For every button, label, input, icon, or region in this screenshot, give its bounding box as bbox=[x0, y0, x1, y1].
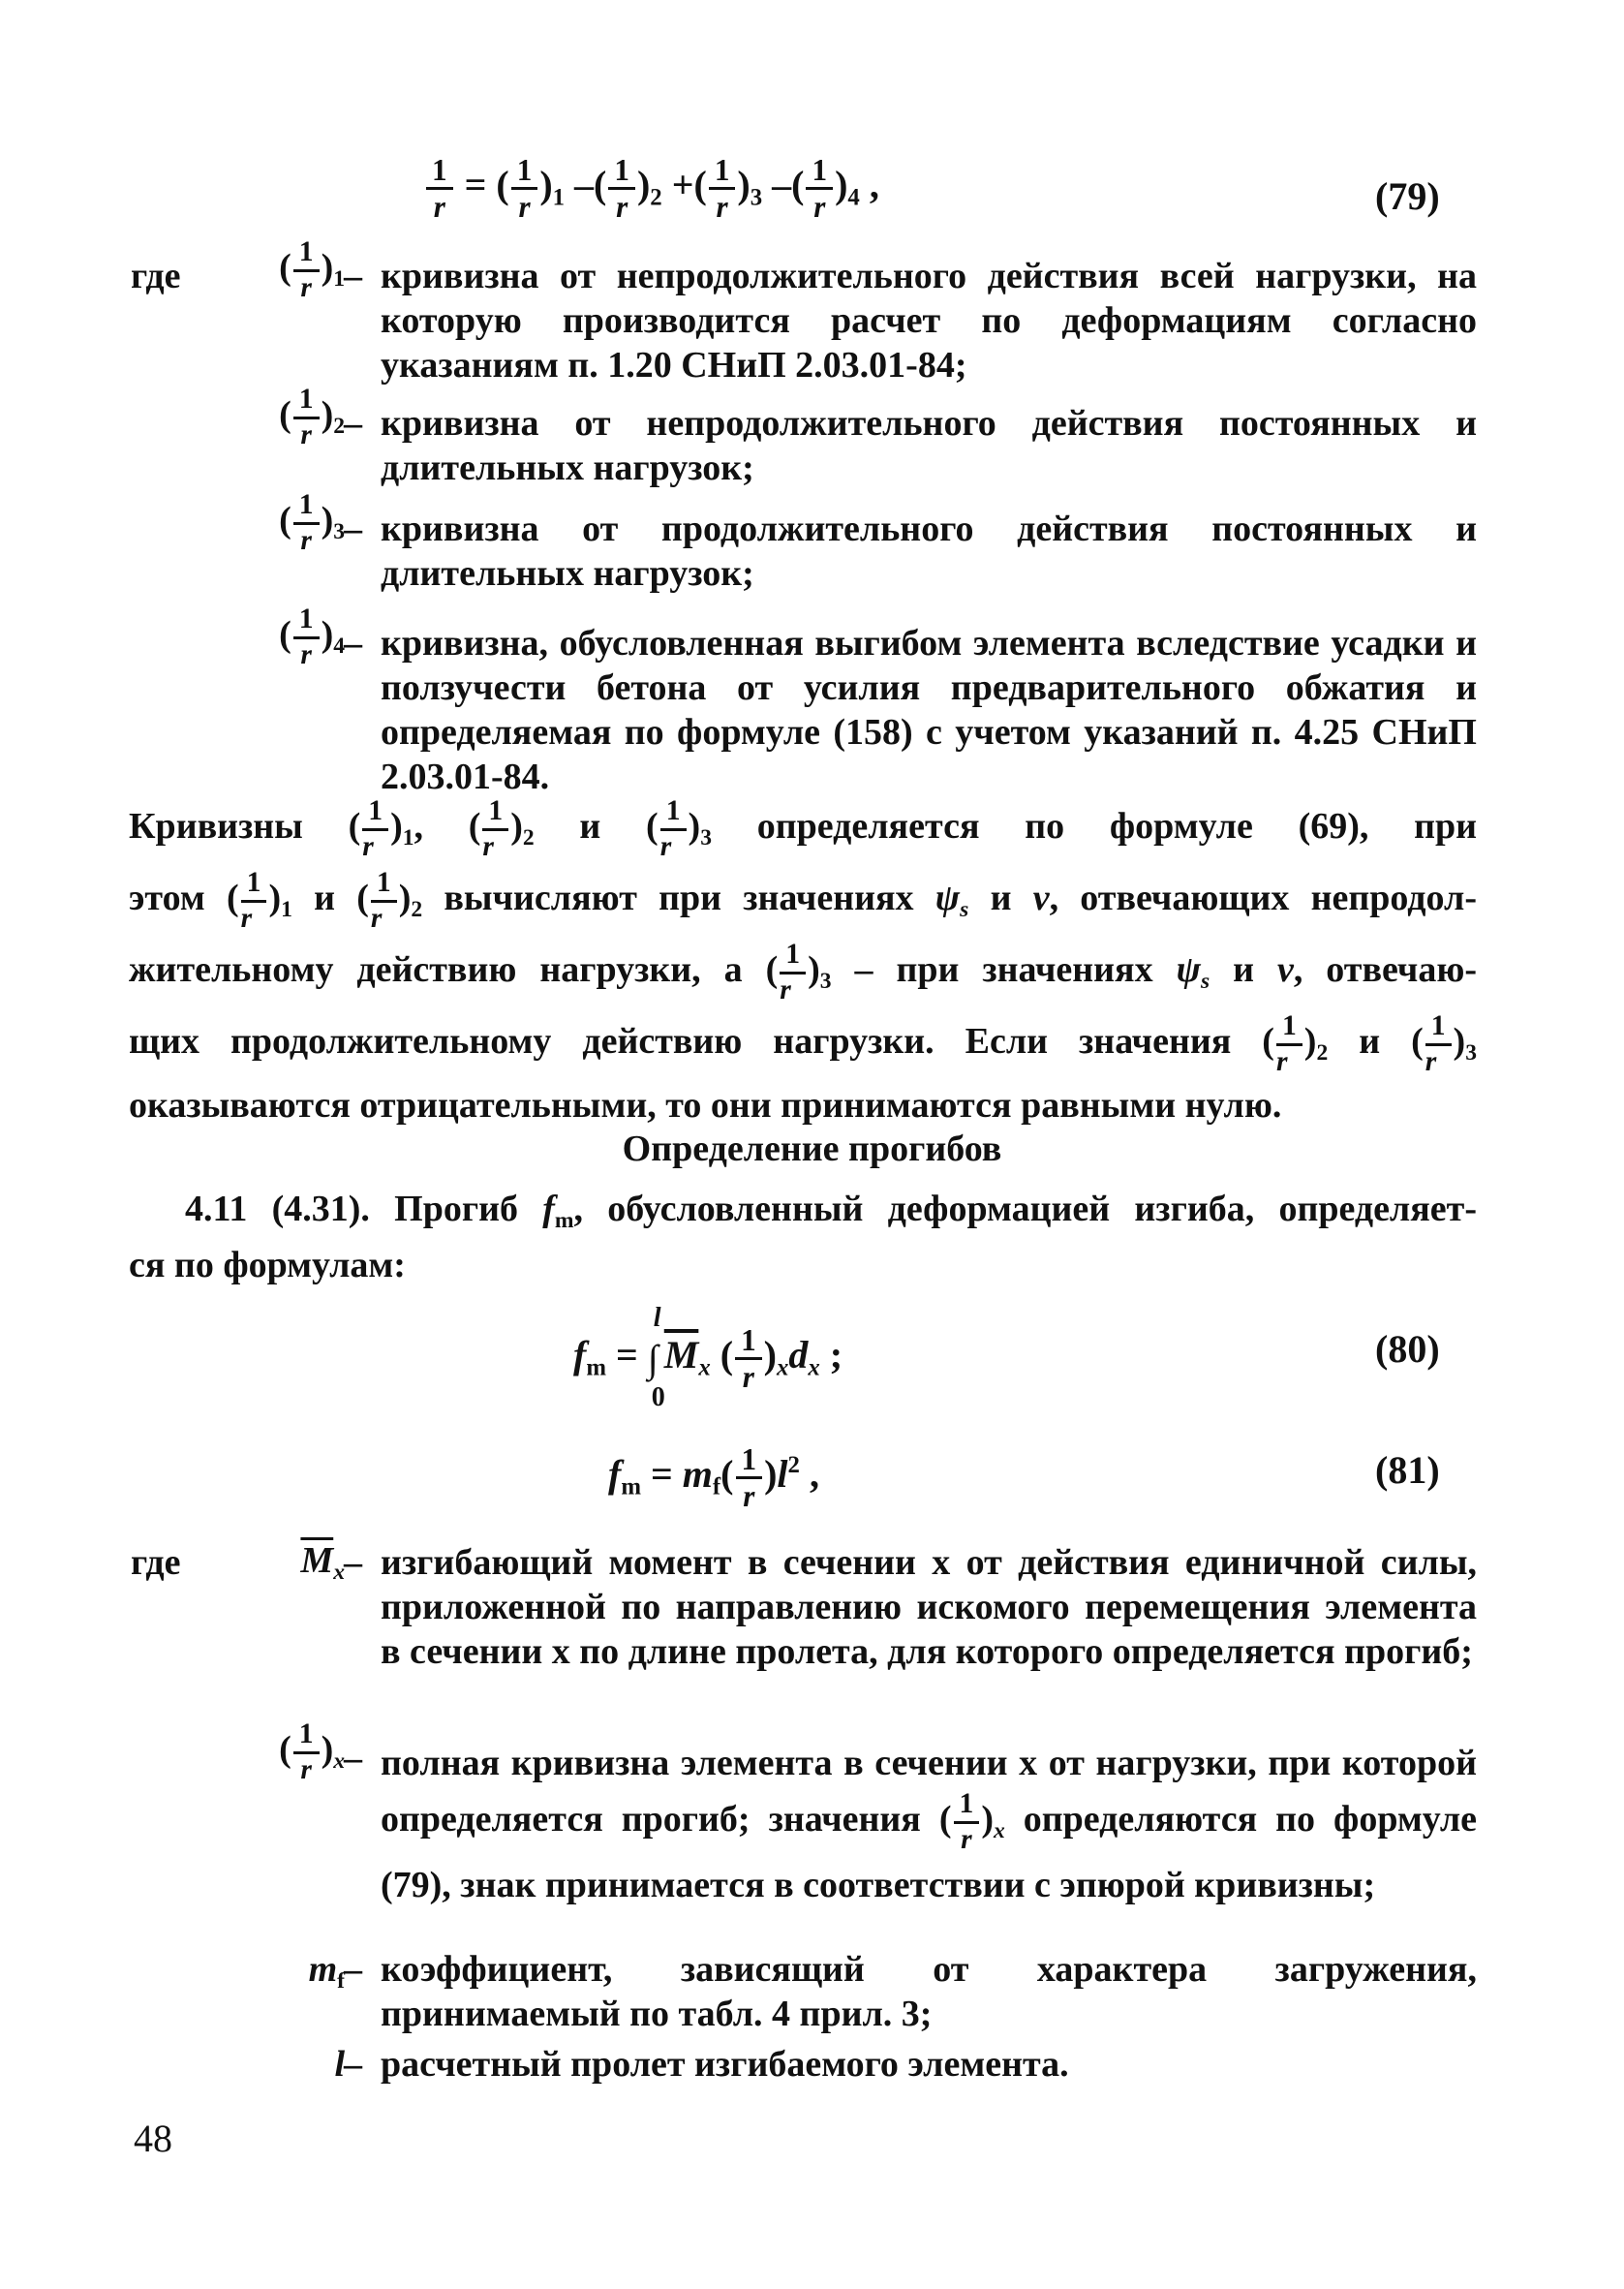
def-text-2: кривизна от непродолжительного действия постоянных и длительных нагрузок; bbox=[381, 403, 1477, 488]
def-text-mx: изгибающий момент в сечении x от действия единичной силы, приложенной по направлению искомого перемещения элемента в сечении x по длине пролета, для которого определяется прогиб; bbox=[381, 1542, 1477, 1672]
page-number: 48 bbox=[134, 2117, 172, 2160]
section-heading: Определение прогибов bbox=[622, 1129, 1002, 1169]
def-text-l: расчетный пролет изгибаемого элемента. bbox=[381, 2044, 1069, 2085]
def-label-3: ( $\frac{1}{r}$ )$_3$ bbox=[279, 489, 345, 556]
def-label-mx: $\overline{M}_x$ bbox=[300, 1540, 345, 1586]
def-text-4: кривизна, обусловленная выгибом элемента вследствие усадки и ползучести бетона от усилия предварительного обжатия и определяемая по формуле (158) с учетом указаний п. 4.25 СНиП 2.03.01-84. bbox=[381, 623, 1477, 797]
dash: – bbox=[344, 1542, 362, 1583]
dash: – bbox=[344, 256, 362, 296]
def-label-l: l bbox=[334, 2044, 345, 2085]
def-label-4: ( $\frac{1}{r}$ )$_4$ bbox=[279, 603, 345, 670]
def-text-1: кривизна от непродолжительного действия всей нагрузки, на которую производится расчет по деформациям согласно указаниям п. 1.20 СНиП 2.03.01-84; bbox=[381, 256, 1477, 386]
formula-80-number: (80) bbox=[1375, 1327, 1440, 1371]
def-text-mf: коэффициент, зависящий от характера загружения, принимаемый по табл. 4 прил. 3; bbox=[381, 1949, 1477, 2034]
dash: – bbox=[344, 1949, 362, 1990]
formula-81-number: (81) bbox=[1375, 1448, 1440, 1492]
def-text-curv-x: полная кривизна элемента в сечении x от нагрузки, при которой определяется прогиб; значения ( $\frac{1}{r}$ )$_x$ определяются по формуле (79), знак принимается в соответствии с эпюрой кривизны; bbox=[381, 1743, 1478, 1905]
dash: – bbox=[344, 403, 362, 444]
formula-79: $\frac{1}{r}$ = ( $\frac{1}{r}$ )$_1$ –( $\frac{1}{r}$ )$_2$ +( $\frac{1}{r}$ )$_3$ –( $\frac{1}{r}$ )$_4$ , bbox=[424, 155, 879, 222]
def-text-3: кривизна от продолжительного действия постоянных и длительных нагрузок; bbox=[381, 509, 1477, 594]
def-label-curv-x: ( $\frac{1}{r}$ )$_x$ bbox=[279, 1718, 345, 1785]
formula-81: $f_m = m_f$( $\frac{1}{r}$ )$l^2$ , bbox=[608, 1441, 819, 1514]
dash: – bbox=[344, 509, 362, 549]
dash: – bbox=[344, 2044, 362, 2085]
formula-79-number: (79) bbox=[1375, 174, 1440, 218]
dash: – bbox=[344, 623, 362, 664]
where-label: где bbox=[131, 256, 181, 296]
def-label-2: ( $\frac{1}{r}$ )$_2$ bbox=[279, 384, 345, 450]
def-label-mf: $m_f$ bbox=[308, 1949, 345, 1995]
formula-80: $f_m$ = ∫ l 0 $\overline{M}_x$ ( $\frac{1}{r}$ )$_xd_x$ ; bbox=[573, 1302, 843, 1412]
def-label-1: ( $\frac{1}{r}$ )$_1$ bbox=[279, 236, 345, 303]
where-label-2: где bbox=[131, 1542, 181, 1583]
curvature-paragraph: Кривизны ( $\frac{1}{r}$ )$_1$, ( $\frac{1}{r}$ )$_2$ и ( $\frac{1}{r}$ )$_3$ определяется по формуле (69), при этом ( $\frac{1}{r}$ )$_1$ и ( $\frac{1}{r}$ )$_2$ вычисляют при значениях $\psi_s$ и ν, отвечающих непродол- жительному действию нагрузки, а ( $\frac{1}{r}$ )$_3$ – при значениях $\psi_s$ и ν, отвечаю- щих продолжительному действию нагрузки. Если значения ( $\frac{1}{r}$ )$_2$ и ( $\frac{1}{r}$ )$_3$ оказываются отрицательными, то они принимаются равными нулю. bbox=[129, 795, 1478, 1127]
dash: – bbox=[344, 1738, 362, 1779]
clause-4-11: 4.11 (4.31). Прогиб $f_m$, обусловленный деформацией изгиба, определяет- ся по формулам: bbox=[129, 1189, 1477, 1286]
